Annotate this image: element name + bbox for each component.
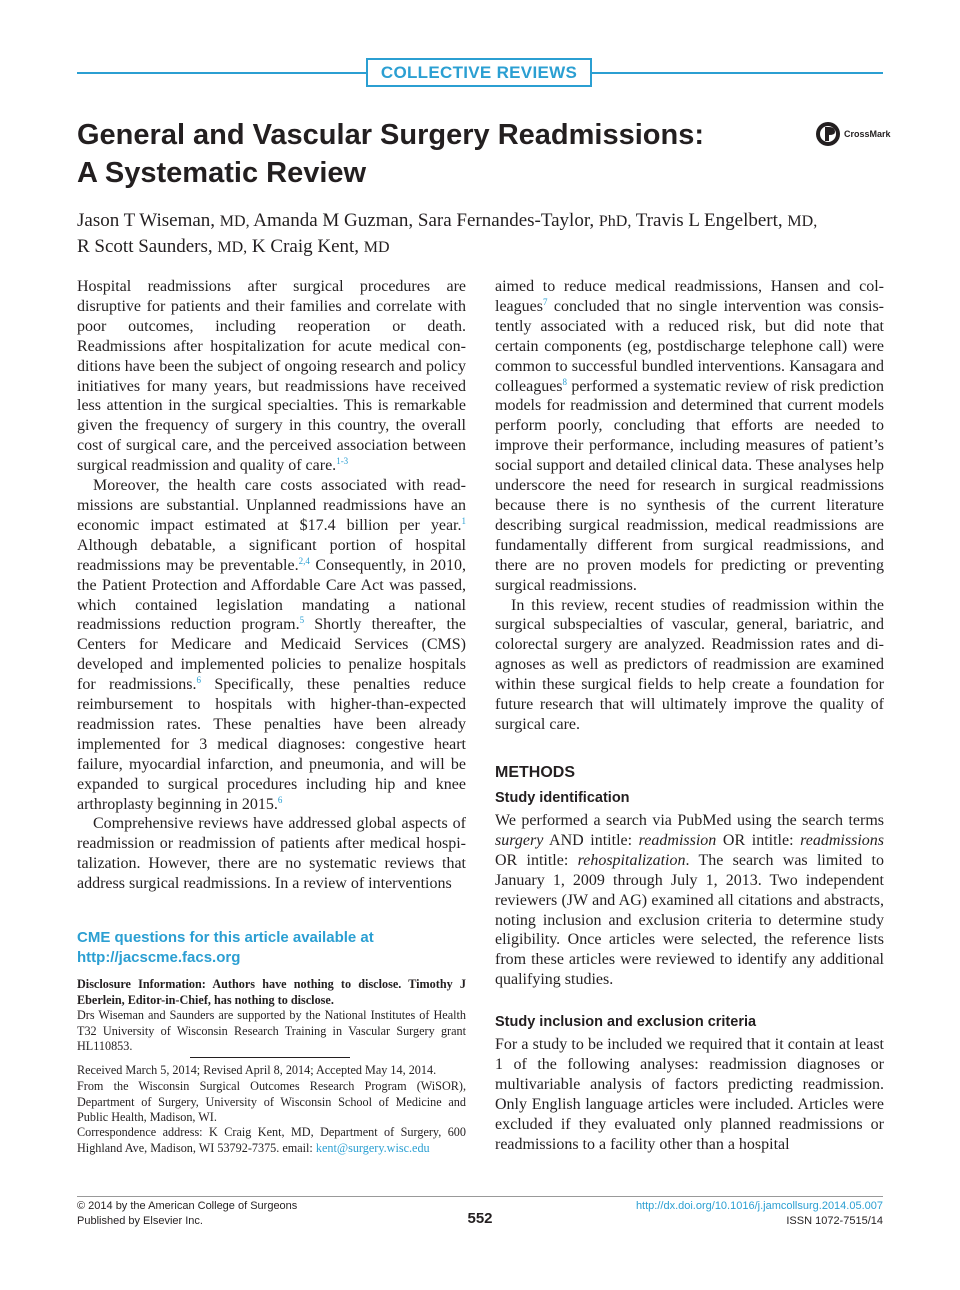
cme-text: CME questions for this article available at — [77, 929, 374, 946]
footer-right — [636, 1199, 883, 1229]
paragraph-text: Although debatable, a significant portion of hospital readmissions may be preventable. — [77, 536, 466, 574]
paragraph-text: aimed to reduce medical readmissions, Hansen and colleagues — [495, 278, 884, 315]
inclusion-criteria-paragraph: For a study to be included we required that it contain at least 1 of the following analyses: readmission diagnoses or multivariable analysis of factors predicting readmission. Only English language articles were included. Articles were excluded if they evaluated only planned readmissions or readmissions to a facility other than a hospital — [495, 1036, 884, 1153]
crossmark-label: CrossMark — [844, 129, 891, 139]
methods-heading: METHODS — [495, 764, 575, 781]
author-degree: MD, — [787, 213, 818, 230]
inclusion-criteria-heading: Study inclusion and exclusion criteria — [495, 1014, 757, 1030]
paragraph-text: Shortly thereafter, the Centers for Medicare and Medicaid Services (CMS) developed and implemented policies to penalize hospitals for readmissions. — [77, 616, 466, 694]
search-term: readmissions — [800, 831, 884, 849]
title-line-1: General and Vascular Surgery Readmissions: — [77, 119, 704, 151]
body-paragraph — [77, 277, 466, 476]
issn-text: ISSN 1072-7515/14 — [786, 1215, 883, 1227]
body-column-left — [77, 277, 466, 894]
study-identification-heading: Study identification — [495, 790, 630, 806]
paragraph-text: . The search was limited to January 1, 2009 through July 1, 2013. Two independent reviewers (JW and AG) examined all citations and abstracts, noting inclusion and exclusion criteria to determine study eligibility. Once articles were selected, the reference lists from these articles were reviewed to identify any additional qualifying studies. — [495, 851, 885, 989]
paragraph-text: OR intitle: — [495, 851, 578, 869]
affiliation-note: From the Wisconsin Surgical Outcomes Research Program (WiSOR), Department of Surgery, University of Wisconsin School of Medicine and Public Health, Madison, WI. — [77, 1079, 466, 1125]
paragraph-text: concluded that no single intervention was consistently associated with a reduced risk, but did note that certain components (eg, postdischarge telephone call) were common to successful bundled interventions. Kansagara and colleagues — [495, 297, 884, 395]
body-paragraph — [77, 476, 466, 814]
disclosure-note: Disclosure Information: Authors have nothing to disclose. Timothy J Eberlein, Editor-in-Chief, has nothing to disclose. — [77, 977, 466, 1007]
reference-link[interactable]: 1 — [461, 515, 466, 526]
reference-link[interactable]: 8 — [562, 376, 568, 387]
author-degree: MD — [363, 239, 390, 256]
reference-link[interactable]: 6 — [196, 675, 202, 686]
search-term: readmission — [638, 831, 717, 849]
author-name: Jason T Wiseman, — [77, 210, 216, 231]
search-term: surgery — [495, 831, 544, 849]
page-number: 552 — [467, 1210, 493, 1227]
correspondence-note — [77, 1125, 466, 1156]
author-name: K Craig Kent, — [251, 236, 360, 257]
dates-note: Received March 5, 2014; Revised April 8, 2014; Accepted May 14, 2014. — [77, 1063, 437, 1077]
paragraph-text: Moreover, the health care costs associated with readmissions are substantial. Unplanned readmissions have an economic impact estimated at $17.4 billion per year. — [77, 477, 466, 534]
body-column-right — [495, 277, 884, 735]
body-paragraph — [495, 277, 884, 596]
reference-link[interactable]: 7 — [542, 296, 548, 307]
author-name: Sara Fernandes-Taylor, — [417, 210, 595, 231]
correspondence-text: Correspondence address: K Craig Kent, MD, Department of Surgery, 600 Highland Ave, Madison, WI 53792-7375. email: — [77, 1125, 466, 1155]
search-term: rehospitalization — [577, 851, 686, 869]
author-degree: PhD, — [598, 213, 632, 230]
reference-link[interactable]: 1-3 — [336, 456, 349, 467]
author-name: Travis L Engelbert, — [635, 210, 783, 231]
doi-link[interactable]: http://dx.doi.org/10.1016/j.jamcollsurg.2014.05.007 — [635, 1200, 883, 1212]
paragraph-text: Consequently, in 2010, the Patient Protection and Affordable Care Act was passed, which contained legislation mandating a national readmissions reduction program. — [77, 556, 466, 634]
author-list — [77, 208, 897, 260]
paragraph-text: We performed a search via PubMed using the search terms — [495, 812, 884, 829]
section-rule-right — [590, 72, 883, 74]
email-link[interactable]: kent@surgery.wisc.edu — [315, 1140, 430, 1155]
body-paragraph: Comprehensive reviews have addressed global aspects of readmission or readmission of patients after medical hospitalization. However, there are no systematic reviews that address surgical readmissions. In a review of interventions — [77, 815, 466, 893]
paragraph-text: OR intitle: — [716, 831, 801, 849]
paragraph-text: Hospital readmissions after surgical procedures are disruptive for patients and their families and correlate with poor outcomes, including reoperation or death. Readmissions after hospitalization for acute medical conditions have been the subject of ongoing research and policy initiatives for many years, but readmissions have received less attention in the surgical specialties. This is remarkable given the frequency of surgery in this country, the overall cost of surgical care, and the perceived association between surgical readmission and quality of care. — [77, 278, 466, 475]
paragraph-text: Specifically, these penalties reduce reimbursement to hospitals with higher-than-expected readmission rates. These penalties have been already implemented for 3 medical diagnoses: congestive heart failure, myocardial infarction, and pneumonia, and will be expanded to surgical procedures including hip and knee arthroplasty beginning in 2015. — [77, 676, 467, 813]
author-line-1 — [77, 208, 897, 234]
author-name: R Scott Saunders, — [77, 236, 213, 257]
reference-link[interactable]: 2,4 — [298, 555, 310, 566]
crossmark-icon — [815, 121, 841, 147]
support-note: Drs Wiseman and Saunders are supported by the National Institutes of Health T32 University of Wisconsin Research Training in Vascular Surgery grant HL110853. — [77, 1008, 466, 1054]
title-line-2: A Systematic Review — [77, 157, 367, 189]
crossmark-badge[interactable] — [815, 121, 891, 147]
author-degree: MD, — [217, 239, 248, 256]
author-name: Amanda M Guzman, — [253, 210, 414, 231]
study-identification-paragraph — [495, 811, 884, 990]
author-line-2 — [77, 234, 897, 260]
copyright-text: © 2014 by the American College of Surgeons — [77, 1200, 298, 1212]
footer-rule — [77, 1196, 883, 1197]
body-paragraph: In this review, recent studies of readmission within the surgical subspecialties of vascular, general, bariatric, and colorectal surgery are analyzed. Readmission rates and diagnoses as well as predictors of readmission are examined within these surgical fields to help create a foundation for future research that will ultimately improve the quality of surgical care. — [495, 596, 884, 733]
cme-link[interactable]: http://jacscme.facs.org — [77, 949, 241, 966]
section-label: COLLECTIVE REVIEWS — [366, 58, 592, 87]
paragraph-text: AND intitle: — [543, 831, 639, 849]
cme-note — [77, 928, 466, 968]
publisher-text: Published by Elsevier Inc. — [77, 1215, 203, 1227]
footer-left — [77, 1199, 297, 1229]
author-degree: MD, — [219, 213, 250, 230]
section-rule-left — [77, 72, 368, 74]
footnote-divider — [190, 1057, 350, 1058]
reference-link[interactable]: 5 — [299, 615, 305, 626]
reference-link[interactable]: 6 — [277, 794, 283, 805]
article-title — [77, 116, 777, 192]
paragraph-text: performed a systematic review of risk prediction models for readmission and determined that current models perform poorly, concluding that efforts are needed to improve their performance, including measures of patient’s social support and detailed clinical data. These analyses help underscore the need for research in surgical readmissions because there is no synthesis of the current literature describing surgical readmission, medical readmissions are fundamentally different from surgical readmissions, and there are no proven models for predicting or preventing surgical readmissions. — [495, 377, 884, 594]
